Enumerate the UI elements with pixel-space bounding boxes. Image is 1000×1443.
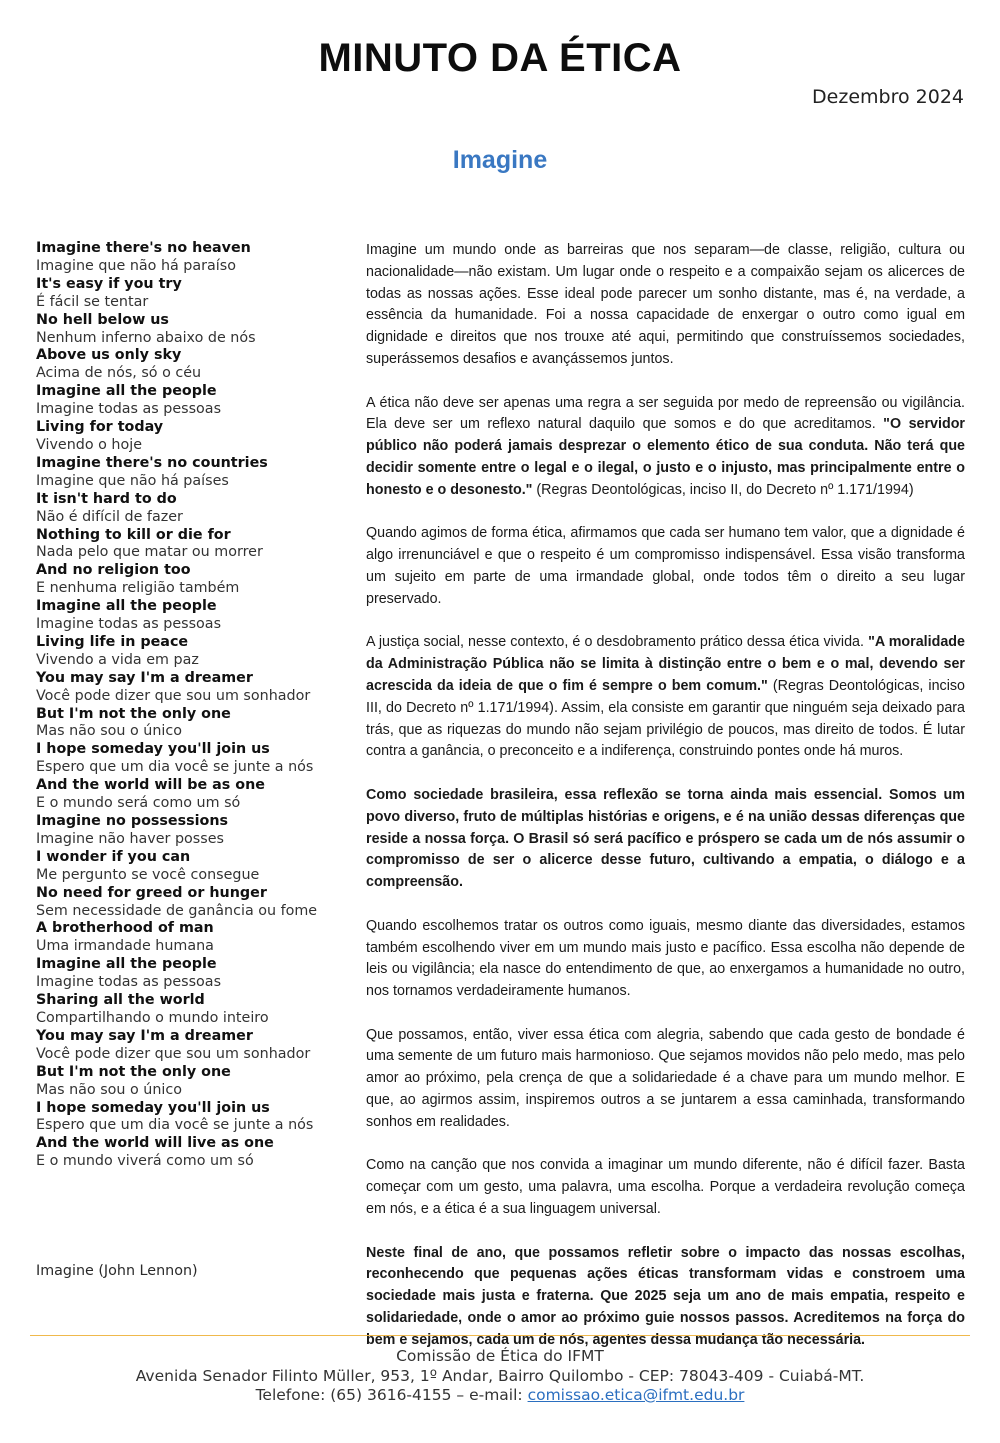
lyric-line-english: And the world will be as one [36, 777, 265, 794]
essay-paragraph [366, 785, 965, 894]
lyric-line-english: Imagine there's no countries [36, 454, 268, 471]
lyric-line-portuguese: Imagine todas as pessoas [36, 616, 222, 633]
lyric-line-portuguese: Não é difícil de fazer [36, 508, 183, 525]
lyric-line-english: Living for today [36, 419, 164, 436]
page-title: MINUTO DA ÉTICA [318, 36, 682, 80]
lyric-line-portuguese: Me pergunto se você consegue [36, 866, 260, 883]
lyric-line-portuguese: Imagine todas as pessoas [36, 401, 222, 418]
lyric-line-portuguese: Sem necessidade de ganância ou fome [36, 902, 318, 919]
lyric-line-english: I hope someday you'll join us [36, 741, 270, 758]
lyric-line-portuguese: Mas não sou o único [36, 1081, 182, 1098]
lyric-line-portuguese: Imagine todas as pessoas [36, 974, 222, 991]
essay-paragraph [366, 393, 965, 502]
essay-paragraph [366, 523, 965, 610]
essay-text: (Regras Deontológicas, inciso II, do Decreto nº 1.171/1994) [532, 481, 914, 498]
lyric-line-portuguese: E o mundo viverá como um só [36, 1153, 254, 1170]
lyric-line-english: And the world will live as one [36, 1135, 274, 1152]
lyric-line-portuguese: Imagine não haver posses [36, 830, 224, 847]
lyric-line-english: A brotherhood of man [36, 920, 214, 937]
essay-text: Quando escolhemos tratar os outros como iguais, mesmo diante das diversidades, estamos também escolhendo viver em um mundo mais justo e pacífico. Essa escolha não depende de leis ou vigilância; ela nasce do entendimento de que, ao enxergamos a humanidade no outro, nos tornamos verdadeiramente humanos. [366, 917, 965, 1000]
essay-emphasis: Neste final de ano, que possamos refletir sobre o impacto das nossas escolhas, reconhecendo que pequenas ações éticas transformam vidas e constroem uma sociedade mais justa e fraterna. Que 2025 seja um ano de mais empatia, respeito e solidariedade, onde o amor ao próximo guie nossos passos. Acreditemos na força do bem e sejamos, cada um de nós, agentes dessa mudança tão necessária. [366, 1244, 965, 1348]
article-title: Imagine [452, 146, 548, 174]
essay-column [366, 240, 965, 1373]
lyric-line-english: I hope someday you'll join us [36, 1099, 270, 1116]
lyric-line-english: Imagine all the people [36, 598, 217, 615]
lyric-line-english: But I'm not the only one [36, 705, 231, 722]
essay-text: A ética não deve ser apenas uma regra a ser seguida por medo de repreensão ou vigilância. Ela deve ser um reflexo natural daquilo que somos e do que acreditamos. [366, 394, 965, 433]
lyric-line-english: Imagine there's no heaven [36, 240, 251, 256]
essay-paragraph [366, 1155, 965, 1220]
lyric-line-english: I wonder if you can [36, 848, 191, 865]
lyrics-column [36, 240, 336, 1171]
footer-organization: Comissão de Ética do IFMT [396, 1347, 604, 1365]
lyric-line-portuguese: E nenhuma religião também [36, 580, 240, 597]
lyric-line-english: Imagine all the people [36, 383, 217, 400]
lyric-line-portuguese: Acima de nós, só o céu [36, 365, 202, 382]
essay-emphasis: Como sociedade brasileira, essa reflexão se torna ainda mais essencial. Somos um povo diverso, fruto de múltiplas histórias e origens, e é na união dessas diferenças que reside a nossa força. O Brasil só será pacífico e próspero se cada um de nós assumir o compromisso de ser o alicerce desse futuro, cultivando a empatia, o diálogo e a compreensão. [366, 786, 965, 891]
lyric-line-portuguese: Compartilhando o mundo inteiro [36, 1009, 269, 1026]
lyric-line-portuguese: Espero que um dia você se junte a nós [36, 759, 314, 776]
lyric-line-english: Living life in peace [36, 633, 189, 650]
essay-emphasis: "O servidor público não poderá jamais desprezar o elemento ético de sua conduta. Não terá que decidir somente entre o legal e o ilegal, o justo e o injusto, mas principalmente entre o honesto e o desonesto." [366, 416, 965, 498]
essay-text: Que possamos, então, viver essa ética com alegria, sabendo que cada gesto de bondade é uma semente de um futuro mais harmonioso. Que sejamos movidos não pelo medo, mas pelo amor ao próximo, pela crença de que a solidariedade é a chave para um mundo melhor. E que, ao agirmos assim, inspiremos outros a se juntarem a essa caminhada, transformando sonhos em realidades. [366, 1026, 965, 1130]
essay-text: A justiça social, nesse contexto, é o desdobramento prático dessa ética vivida. [366, 634, 869, 651]
lyric-line-english: No need for greed or hunger [36, 884, 267, 901]
email-link[interactable]: comissao.etica@ifmt.edu.br [527, 1386, 745, 1404]
essay-paragraph [366, 916, 965, 1003]
lyric-line-english: Imagine no possessions [36, 813, 229, 829]
lyric-line-english: No hell below us [36, 311, 169, 328]
footer-contact [0, 1386, 1000, 1406]
lyric-line-english: It's easy if you try [36, 275, 182, 292]
footer [0, 1347, 1000, 1406]
lyric-line-english: Imagine all the people [36, 956, 217, 973]
lyric-line-portuguese: Nada pelo que matar ou morrer [36, 544, 263, 561]
lyric-line-portuguese: Você pode dizer que sou um sonhador [36, 687, 311, 704]
issue-date: Dezembro 2024 [812, 86, 964, 108]
lyrics-credit: Imagine (John Lennon) [36, 1263, 198, 1279]
essay-text: Como na canção que nos convida a imaginar um mundo diferente, não é difícil fazer. Basta começar com um gesto, uma palavra, uma escolha. Porque a verdadeira revolução começa em nós, e a ética é a sua linguagem universal. [366, 1157, 965, 1218]
lyric-line-portuguese: Uma irmandade humana [36, 938, 214, 955]
lyric-line-english: It isn't hard to do [36, 490, 177, 507]
essay-paragraph [366, 632, 965, 763]
essay-text: (Regras Deontológicas, inciso III, do Decreto nº 1.171/1994). Assim, ela consiste em garantir que ninguém seja deixado para trás, que as riquezas do mundo não sejam privilégio de poucos, mas direito de todos. É lutar contra a ganância, o preconceito e a indiferença, construindo pontes onde há muros. [366, 677, 965, 760]
lyric-line-portuguese: Vivendo a vida em paz [36, 651, 199, 668]
essay-paragraph [366, 1025, 965, 1134]
lyric-line-english: Above us only sky [36, 347, 182, 364]
lyric-line-portuguese: Vivendo o hoje [36, 436, 142, 453]
lyric-line-english: But I'm not the only one [36, 1063, 231, 1080]
lyric-line-portuguese: Imagine que não há paraíso [36, 257, 236, 274]
footer-divider [30, 1335, 970, 1336]
lyric-line-english: And no religion too [36, 562, 191, 579]
footer-address: Avenida Senador Filinto Müller, 953, 1º Andar, Bairro Quilombo - CEP: 78043-409 - Cuiabá-MT. [135, 1366, 865, 1385]
lyric-line-portuguese: E o mundo será como um só [36, 795, 241, 812]
footer-phone: Telefone: (65) 3616-4155 – e-mail: [255, 1386, 528, 1404]
lyric-line-english: You may say I'm a dreamer [36, 669, 253, 686]
essay-text: Imagine um mundo onde as barreiras que nos separam—de classe, religião, cultura ou nacionalidade—não existam. Um lugar onde o respeito e a compaixão sejam os alicerces de todas as nossas ações. Esse ideal pode parecer um sonho distante, mas é, na verdade, a essência da humanidade. Foi a nossa capacidade de enxergar o outro como igual em dignidade e direitos que nos trouxe até aqui, permitindo que construíssemos sociedades, superássemos desafios e avançássemos juntos. [366, 242, 965, 367]
lyric-line-english: Nothing to kill or die for [36, 526, 231, 543]
lyric-line-english: Sharing all the world [36, 992, 205, 1009]
lyric-line-portuguese: É fácil se tentar [36, 293, 149, 310]
essay-text: Quando agimos de forma ética, afirmamos que cada ser humano tem valor, que a dignidade é algo irrenunciável e que o respeito é um compromisso indispensável. Essa visão transforma um sujeito em parte de uma irmandade global, onde todos têm o direito a seu lugar preservado. [366, 525, 965, 607]
essay-paragraph [366, 240, 965, 371]
lyric-line-portuguese: Imagine que não há países [36, 472, 229, 489]
lyric-line-portuguese: Espero que um dia você se junte a nós [36, 1117, 314, 1134]
lyric-line-portuguese: Você pode dizer que sou um sonhador [36, 1045, 311, 1062]
essay-emphasis: "A moralidade da Administração Pública não se limita à distinção entre o bem e o mal, devendo ser acrescida da ideia de que o fim é sempre o bem comum." [366, 634, 965, 694]
lyric-line-portuguese: Mas não sou o único [36, 723, 182, 740]
lyric-line-portuguese: Nenhum inferno abaixo de nós [36, 329, 256, 346]
lyric-line-english: You may say I'm a dreamer [36, 1027, 253, 1044]
